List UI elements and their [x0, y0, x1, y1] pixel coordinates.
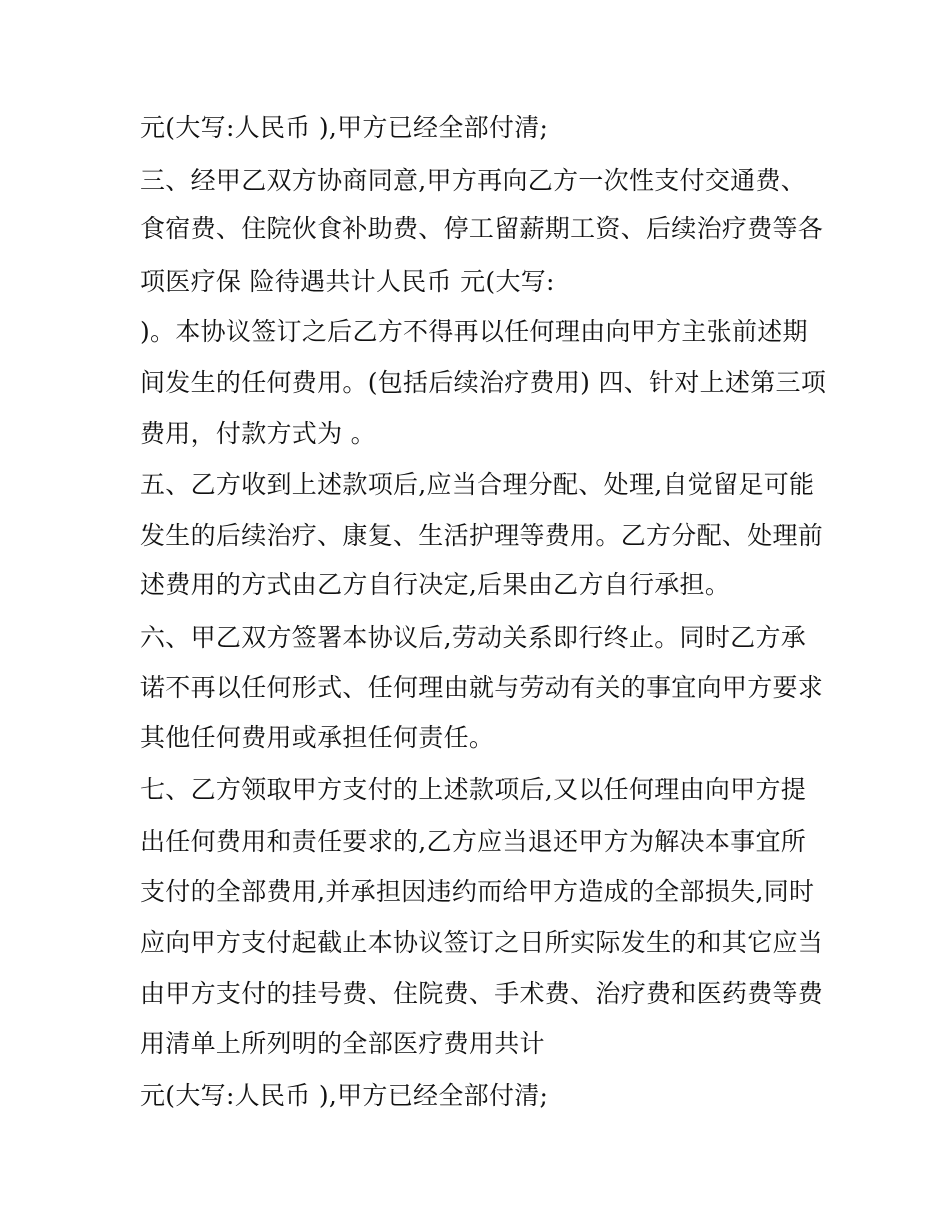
text-line: 诺不再以任何形式、任何理由就与劳动有关的事宜向甲方要求 [140, 673, 824, 702]
text-line: 元(大写:人民币 ),甲方已经全部付清; [140, 1081, 549, 1110]
text-line: 应向甲方支付起截止本协议签订之日所实际发生的和其它应当 [140, 928, 824, 957]
text-line: 食宿费、住院伙食补助费、停工留薪期工资、后续治疗费等各 [140, 214, 824, 243]
text-line: 七、乙方领取甲方支付的上述款项后,又以任何理由向甲方提 [140, 775, 807, 804]
text-line: 支付的全部费用,并承担因违约而给甲方造成的全部损失,同时 [140, 877, 815, 906]
text-line: 项医疗保 险待遇共计人民币 元(大写: [140, 267, 555, 296]
text-line: 发生的后续治疗、康复、生活护理等费用。乙方分配、处理前 [140, 521, 824, 550]
text-line: )。本协议签订之后乙方不得再以任何理由向甲方主张前述期 [140, 317, 808, 346]
text-line: 三、经甲乙双方协商同意,甲方再向乙方一次性支付交通费、 [140, 166, 807, 195]
text-line: 用清单上所列明的全部医疗费用共计 [140, 1029, 545, 1058]
text-line: 间发生的任何费用。(包括后续治疗费用) 四、针对上述第三项 [140, 368, 827, 397]
text-line: 费用，付款方式为 。 [140, 419, 376, 448]
text-line: 元(大写:人民币 ),甲方已经全部付清; [140, 113, 549, 142]
text-line: 六、甲乙双方签署本协议后,劳动关系即行终止。同时乙方承 [140, 623, 807, 652]
text-line: 其他任何费用或承担任何责任。 [140, 723, 495, 752]
text-line: 五、乙方收到上述款项后,应当合理分配、处理,自觉留足可能 [140, 470, 815, 499]
text-line: 述费用的方式由乙方自行决定,后果由乙方自行承担。 [140, 570, 731, 599]
text-line: 出任何费用和责任要求的,乙方应当退还甲方为解决本事宜所 [140, 827, 807, 856]
text-line: 由甲方支付的挂号费、住院费、手术费、治疗费和医药费等费 [140, 979, 824, 1008]
